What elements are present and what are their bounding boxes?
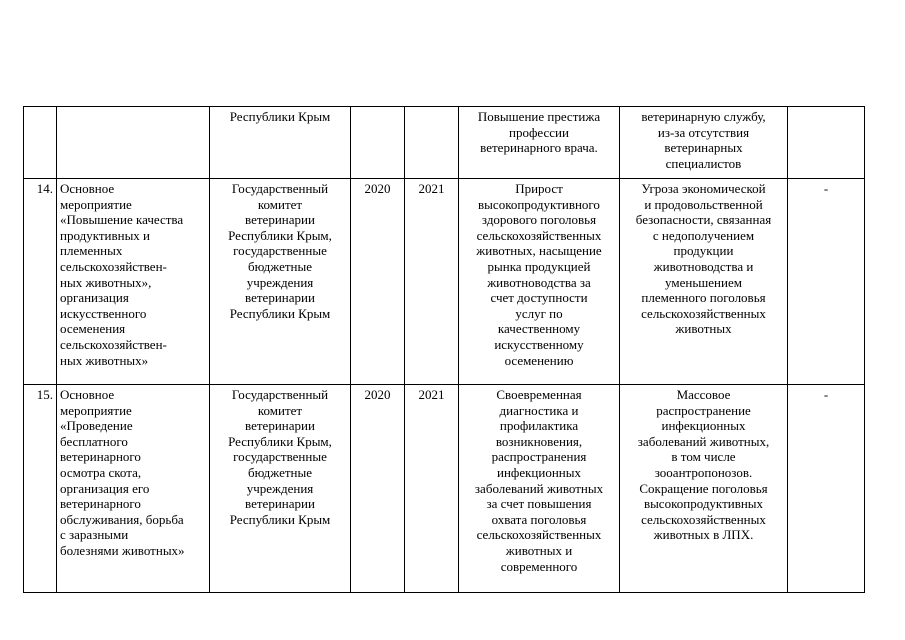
event-cell (57, 107, 210, 179)
end-year-cell: 2021 (405, 385, 459, 593)
consequence-cell: Угроза экономической и продовольственной безопасности, связанная с недополучением продукции животноводства и уменьшением племенного поголовья сельскохозяйственных животных (620, 179, 788, 385)
consequence-cell: Массовое распространение инфекционных заболеваний животных, в том числе зооантропонозов. Сокращение поголовья высокопродуктивных сельскохозяйственных животных в ЛПХ. (620, 385, 788, 593)
event-cell: Основное мероприятие «Проведение бесплатного ветеринарного осмотра скота, организация его ветеринарного обслуживания, борьба с заразными болезнями животных» (57, 385, 210, 593)
row-number (24, 107, 57, 179)
end-year-cell: 2021 (405, 179, 459, 385)
event-cell: Основное мероприятие «Повышение качества продуктивных и племенных сельскохозяйствен- ных животных», организация искусственного осеменения сельскохозяйствен- ных животных» (57, 179, 210, 385)
start-year-cell: 2020 (351, 385, 405, 593)
executor-cell: Государственный комитет ветеринарии Республики Крым, государственные бюджетные учреждения ветеринарии Республики Крым (210, 385, 351, 593)
link-cell: - (788, 385, 865, 593)
result-cell: Повышение престижа профессии ветеринарного врача. (459, 107, 620, 179)
activities-table (23, 106, 865, 593)
start-year-cell (351, 107, 405, 179)
table-row (24, 179, 865, 385)
end-year-cell (405, 107, 459, 179)
executor-cell: Республики Крым (210, 107, 351, 179)
result-cell: Прирост высокопродуктивного здорового поголовья сельскохозяйственных животных, насыщение рынка продукцией животноводства за счет доступности услуг по качественному искусственному осеменению (459, 179, 620, 385)
table-row (24, 385, 865, 593)
link-cell (788, 107, 865, 179)
table-row (24, 107, 865, 179)
row-number: 15. (24, 385, 57, 593)
row-number: 14. (24, 179, 57, 385)
link-cell: - (788, 179, 865, 385)
consequence-cell: ветеринарную службу, из-за отсутствия ветеринарных специалистов (620, 107, 788, 179)
start-year-cell: 2020 (351, 179, 405, 385)
result-cell: Своевременная диагностика и профилактика возникновения, распространения инфекционных заболеваний животных за счет повышения охвата поголовья сельскохозяйственных животных и современного (459, 385, 620, 593)
executor-cell: Государственный комитет ветеринарии Республики Крым, государственные бюджетные учреждения ветеринарии Республики Крым (210, 179, 351, 385)
